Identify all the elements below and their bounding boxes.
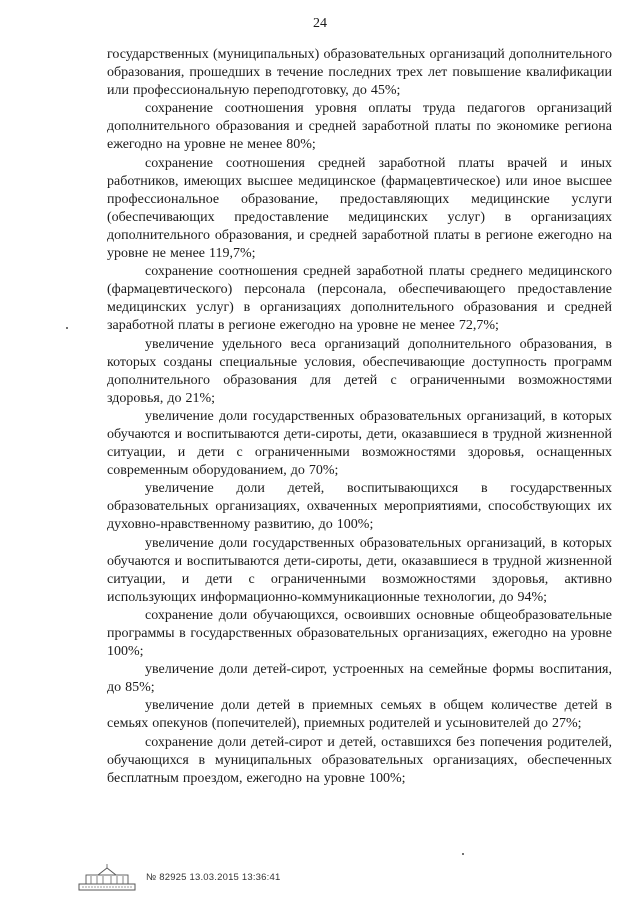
scan-speck <box>66 327 68 329</box>
paragraph: увеличение доли государственных образовательных организаций, в которых обучаются и воспитываются дети-сироты, дети, оказавшиеся в трудной жизненной ситуации, и дети с ограниченными возможностями здоровья, оснащенных современным оборудованием, до 70%; <box>107 408 612 479</box>
paragraph: сохранение соотношения средней заработной платы среднего медицинского (фармацевтического) персонала (персонала, обеспечивающего предоставление медицинских услуг) в организациях дополнительного образования и средней заработной платы в регионе ежегодно на уровне не менее 72,7%; <box>107 264 612 334</box>
paragraph: сохранение доли обучающихся, освоивших основные общеобразовательные программы в государственных образовательных организациях, ежегодно на уровне 100%; <box>107 607 612 660</box>
paragraph: увеличение доли детей-сирот, устроенных на семейные формы воспитания, до 85%; <box>107 662 612 696</box>
building-stamp-icon <box>78 863 136 891</box>
paragraph: увеличение доли детей в приемных семьях в общем количестве детей в семьях опекунов (попечителей), приемных родителей и усыновителей до 27%; <box>107 698 612 732</box>
paragraph: увеличение доли детей, воспитывающихся в государственных образовательных организациях, охваченных мероприятиями, способствующих их духовно-нравственному развитию, до 100%; <box>107 481 612 533</box>
page-number: 24 <box>313 16 327 31</box>
registration-footer <box>78 862 280 892</box>
paragraph: сохранение соотношения уровня оплаты труда педагогов организаций дополнительного образования и средней заработной платы по экономике региона ежегодно на уровне не менее 80%; <box>107 101 612 153</box>
scan-speck <box>462 853 464 855</box>
document-body <box>107 46 612 788</box>
paragraph: сохранение соотношения средней заработной платы врачей и иных работников, имеющих высшее медицинское (фармацевтическое) или иное высшее профессиональное образование, предоставляющих медицинские услуги (обеспечивающих предоставление медицинских услуг) в организациях дополнительного образования, и средней заработной платы в регионе ежегодно на уровне не менее 119,7%; <box>107 155 612 262</box>
paragraph: увеличение удельного веса организаций дополнительного образования, в которых созданы специальные условия, обеспечивающие доступность программ дополнительного образования для детей с ограниченными возможностями здоровья, до 21%; <box>107 336 612 406</box>
paragraph: государственных (муниципальных) образовательных организаций дополнительного образования, прошедших в течение последних трех лет повышение квалификации или профессиональную переподготовку, до 45%; <box>107 47 612 99</box>
paragraph: сохранение доли детей-сирот и детей, оставшихся без попечения родителей, обучающихся в муниципальных образовательных организациях, обеспеченных бесплатным проездом, ежегодно на уровне 100%; <box>107 734 612 786</box>
document-registration-info: № 82925 13.03.2015 13:36:41 <box>146 871 281 883</box>
paragraph: увеличение доли государственных образовательных организаций, в которых обучаются и воспитываются дети-сироты, дети, оказавшиеся в трудной жизненной ситуации, и дети с ограниченными возможностями здоровья, активно использующих информационно-коммуникационные технологии, до 94%; <box>107 535 612 605</box>
